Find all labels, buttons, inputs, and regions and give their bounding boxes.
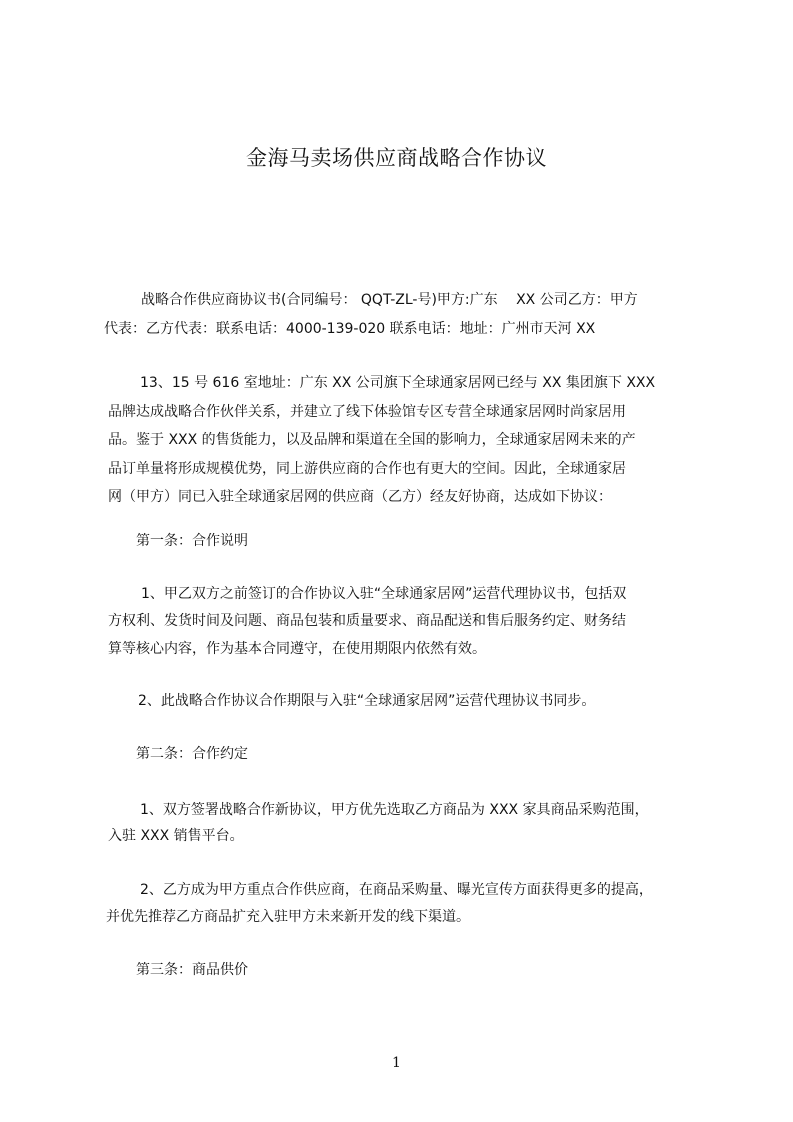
paragraph-2-line-2: 品牌达成战略合作伙伴关系，并建立了线下体验馆专区专营全球通家居网时尚家居用 [108, 404, 626, 420]
paragraph-1-line-1: 战略合作供应商协议书(合同编号： QQT-ZL-号)甲方:广东 XX 公司乙方：甲方 [141, 292, 638, 308]
article-2-heading: 第二条：合作约定 [136, 746, 248, 762]
paragraph-1-line-2: 代表：乙方代表：联系电话：4000-139-020 联系电话：地址：广州市天河 XX [104, 321, 596, 337]
article-1-clause-1-line-2: 方权利、发货时间及问题、商品包装和质量要求、商品配送和售后服务约定、财务结 [108, 613, 626, 629]
paragraph-2-line-3: 品。鉴于 XXX 的售货能力，以及品牌和渠道在全国的影响力，全球通家居网未来的产 [108, 432, 636, 448]
article-2-clause-1-line-1: 1、双方签署战略合作新协议，甲方优先选取乙方商品为 XXX 家具商品采购范围， [140, 802, 649, 818]
article-2-clause-2-line-2: 并优先推荐乙方商品扩充入驻甲方未来新开发的线下渠道。 [106, 909, 470, 925]
paragraph-2-line-4: 品订单量将形成规模优势，同上游供应商的合作也有更大的空间。因此，全球通家居 [108, 461, 626, 477]
paragraph-2-line-1: 13、15 号 616 室地址：广东 XX 公司旗下全球通家居网已经与 XX 集团旗下 XXX [140, 375, 656, 391]
article-2-clause-2-line-1: 2、乙方成为甲方重点合作供应商，在商品采购量、曝光宣传方面获得更多的提高， [140, 882, 653, 898]
page-number: 1 [392, 1055, 401, 1071]
paragraph-2-line-5: 网（甲方）同已入驻全球通家居网的供应商（乙方）经友好协商，达成如下协议： [108, 489, 612, 505]
article-1-clause-1-line-3: 算等核心内容，作为基本合同遵守，在使用期限内依然有效。 [108, 641, 486, 657]
article-2-clause-1-line-2: 入驻 XXX 销售平台。 [108, 828, 244, 844]
article-1-clause-1-line-1: 1、甲乙双方之前签订的合作协议入驻“全球通家居网”运营代理协议书，包括双 [141, 586, 627, 602]
article-3-heading: 第三条：商品供价 [136, 962, 248, 978]
article-1-clause-2: 2、此战略合作协议合作期限与入驻“全球通家居网”运营代理协议书同步。 [138, 693, 596, 709]
article-1-heading: 第一条：合作说明 [136, 533, 248, 549]
document-title: 金海马卖场供应商战略合作协议 [246, 146, 547, 170]
